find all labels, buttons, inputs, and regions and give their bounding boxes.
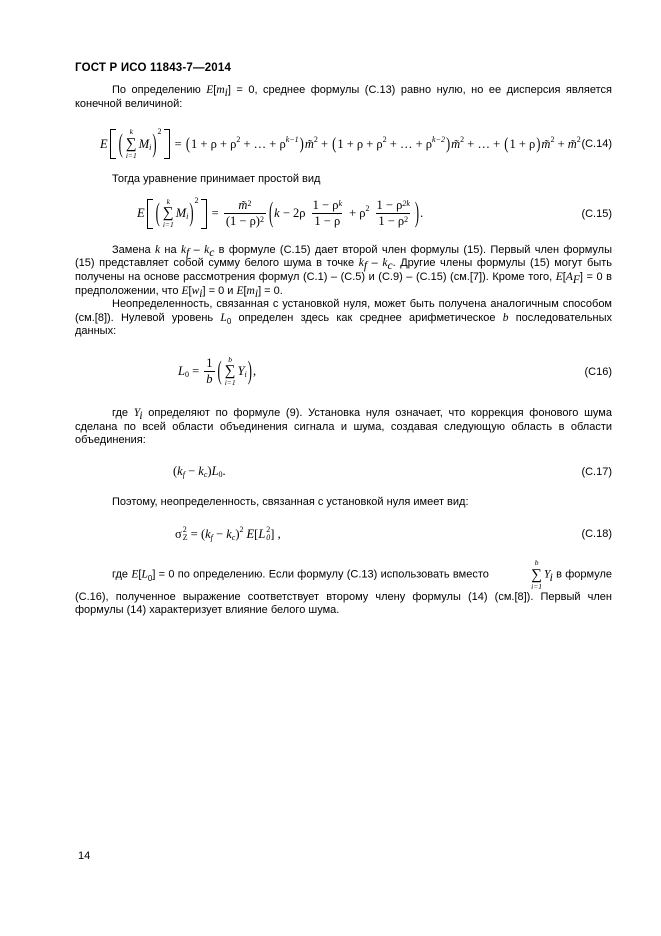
fraction: 1 − ρ k 1 − ρ [312, 197, 342, 229]
big-paren: ) [247, 356, 252, 386]
summation-symbol: k ∑ i=1 [162, 197, 174, 230]
big-paren: ) [536, 134, 541, 153]
big-paren: ( [504, 134, 509, 153]
big-paren: ) [189, 198, 194, 228]
formula-c15 [75, 190, 612, 238]
big-paren: ) [152, 128, 157, 158]
formula-c17-label: (С.17) [581, 465, 612, 478]
big-paren: ) [299, 134, 304, 153]
formula-c15-math: E ( k ∑ i=1 M i ) 2 = m̃ 2 (1 − ρ) 2 ( k − 2ρ 1 − ρ k 1 − ρ + ρ 2 1 − ρ 2k 1 − ρ 2 ) . [137, 196, 424, 230]
formula-c14-math: E ( k ∑ i=1 M i ) 2 = ( 1 + ρ + ρ 2 + … + ρ k−1 ) m̃ 2 + ( 1 + ρ + ρ 2 + … + ρ k−2 ) m̃ 2 + … + ( 1 + ρ ) m̃ 2 + m̃ 2 [100, 126, 581, 160]
big-paren: ) [445, 134, 451, 153]
formula-c18 [75, 522, 612, 546]
big-paren: ( [217, 356, 222, 386]
paragraph-conclusion: где $E[L_0] = 0$ по определению. Если формулу (С.13) использовать вместо b ∑ i=1 Yi в формуле (С.16), полученное выражение соответствует второму члену формулы (14) (см.[8]). Первый член формулы (14) характеризует влияние белого шума. [75, 558, 612, 617]
big-paren: ) [414, 196, 420, 229]
formula-c16 [75, 350, 612, 394]
big-paren: ( [268, 196, 274, 229]
formula-c16-label: (С16) [584, 365, 612, 378]
paragraph-intro: По определению E[mi] = 0, среднее формулы (С.13) равно нулю, но ее дисперсия является конечной величиной: [75, 84, 612, 110]
formula-c14-label: (С.14) [581, 138, 612, 151]
paragraph-therefore: Поэтому, неопределенность, связанная с установкой нуля имеет вид: [112, 495, 469, 508]
formula-c14 [75, 122, 612, 166]
fraction: $\frac{1}{b}$ [206, 355, 213, 387]
big-paren: ( [185, 134, 191, 153]
paragraph-uncertainty-zero: Неопределенность, связанная с установкой нуля, может быть получена аналогичным способом (см.[8]). Нулевой уровень $L_0$ определен здесь как среднее арифметическое b последовательных данных: [75, 298, 612, 338]
paragraph-where-yi: где Yi определяют по формуле (9). Установка нуля означает, что коррекция фонового шума сделана по всей области объединения сигнала и шума, создавая следующую область в области объединения: [75, 406, 612, 447]
page-number: 14 [78, 850, 91, 862]
summation-symbol: b ∑ i=1 [531, 558, 543, 591]
document-header: ГОСТ Р ИСО 11843-7—2014 [75, 62, 232, 74]
formula-c17 [75, 463, 612, 481]
fraction: 1 − ρ 2k 1 − ρ 2 [376, 197, 410, 229]
formula-c15-label: (С.15) [581, 207, 612, 220]
fraction: m̃ 2 (1 − ρ) 2 [225, 197, 264, 229]
summation-symbol: b ∑ i=1 [224, 355, 236, 388]
formula-c18-math: σ 2 Z = ( k f − k c ) 2 E [ L 2 0 ] , [175, 524, 281, 543]
big-paren: ( [332, 134, 337, 153]
big-paren: ( [155, 198, 160, 228]
formula-c18-label: (С.18) [581, 528, 612, 541]
formula-c16-math: L 0 = $\frac{1}{b}$ ( b ∑ i=1 Y i ) , [178, 355, 257, 388]
formula-c17-math: ( k f − k c ) L 0 . [173, 464, 226, 480]
paragraph-then-equation: Тогда уравнение принимает простой вид [112, 173, 321, 186]
summation-symbol: k ∑ i=1 [125, 127, 137, 160]
paragraph-substitution: Замена k на kf – kc в формуле (С.15) дает второй член формулы (15). Первый член формулы (15) представляет собой сумму белого шума в точке kf – kc. Другие члены формулы (15) могут быть получены на основе рассмотрения формул (С.1) – (С.5) и (С.9) – (С.15) (см.[7]). Кроме того, E[AF] = 0 в предположении, что E[wi] = 0 и E[mi] = 0. [75, 243, 613, 300]
big-paren: ( [118, 128, 123, 158]
